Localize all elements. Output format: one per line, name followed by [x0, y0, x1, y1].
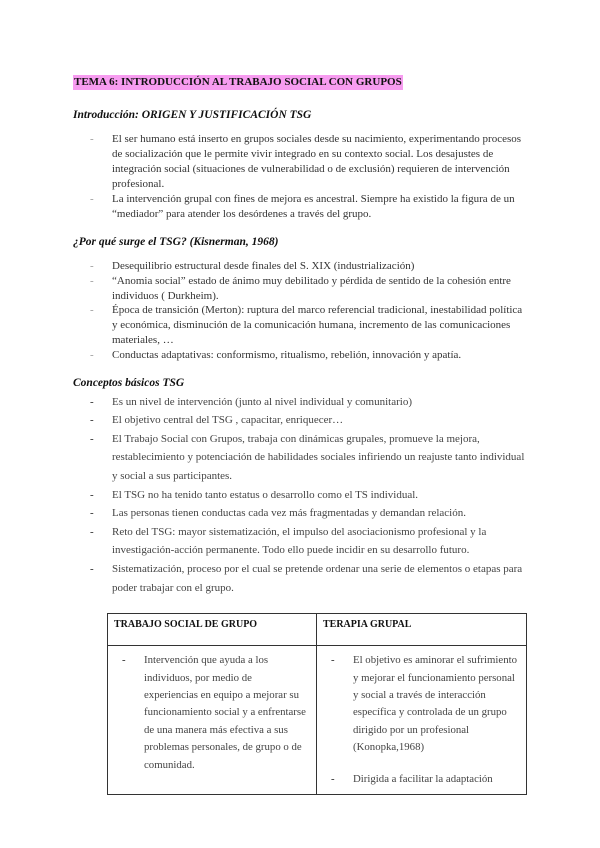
list-item — [331, 771, 518, 788]
intro-list — [90, 132, 530, 222]
list-item — [90, 393, 530, 412]
bullet-dash: - — [90, 260, 94, 272]
list-item-text: Conductas adaptativas: conformismo, ritualismo, rebelión, innovación y apatía. — [112, 348, 462, 361]
table-cell-terapia — [317, 646, 527, 795]
list-item-text: Es un nivel de intervención (junto al nivel individual y comunitario) — [112, 395, 412, 408]
bullet-dash: - — [90, 304, 94, 317]
list-item-text: El TSG no ha tenido tanto estatus o desarrollo como el TS individual. — [112, 488, 419, 501]
list-item-text: Época de transición (Merton): ruptura del marco referencial tradicional, inestabilidad política y económica, disminución de la comunicación humana, incremento de las comunicaciones materiales, … — [112, 304, 523, 346]
list-item — [90, 132, 530, 192]
bullet-dash: - — [90, 193, 94, 205]
bullet-dash: - — [90, 348, 94, 361]
list-item-text: “Anomia social” estado de ánimo muy debilitado y pérdida de sentido de la cohesión entre individuos ( Durkheim). — [112, 274, 511, 302]
bullet-dash: - — [331, 654, 335, 667]
why-list — [90, 259, 530, 363]
table-header-terapia: TERAPIA GRUPAL — [317, 614, 527, 646]
comparison-table — [107, 613, 527, 795]
section-heading-concepts: Conceptos básicos TSG — [73, 376, 185, 389]
bullet-dash: - — [331, 772, 335, 785]
bullet-dash: - — [90, 395, 94, 408]
section-heading-why: ¿Por qué surge el TSG? (Kisnerman, 1968) — [73, 236, 279, 248]
list-item — [90, 560, 530, 597]
list-item-text: El objetivo es aminorar el sufrimiento y mejorar el funcionamiento personal y social a través de interacción específica y controlada de un grupo dirigido por un profesional (Konopka,1968) — [353, 654, 518, 754]
list-item-text: Reto del TSG: mayor sistematización, el impulso del asociacionismo profesional y la investigación-acción permanente. Todo ello puede incidir en su desarrollo futuro. — [112, 525, 487, 557]
bullet-dash: - — [90, 562, 94, 575]
list-item — [90, 504, 530, 523]
bullet-dash: - — [90, 274, 94, 287]
concepts-list — [90, 393, 530, 598]
table-header-row — [108, 614, 527, 646]
list-item — [331, 652, 518, 756]
list-item-text: Dirigida a facilitar la adaptación — [353, 772, 493, 785]
list-item-text: El objetivo central del TSG , capacitar, enriquecer… — [112, 414, 344, 427]
bullet-dash: - — [90, 133, 94, 145]
list-item — [90, 303, 530, 347]
bullet-dash: - — [90, 525, 94, 538]
list-item — [90, 411, 530, 430]
list-item-text: Las personas tienen conductas cada vez más fragmentadas y demandan relación. — [112, 507, 466, 520]
bullet-dash: - — [90, 432, 94, 445]
list-item — [90, 523, 530, 560]
bullet-dash: - — [90, 507, 94, 520]
list-item-text: El Trabajo Social con Grupos, trabaja con dinámicas grupales, promueve la mejora, restablecimiento y potenciación de habilidades sociales infiriendo un reajuste tanto individual y social a sus participantes. — [112, 432, 525, 482]
table-row — [108, 646, 527, 795]
bullet-dash: - — [90, 414, 94, 427]
table-header-tsg: TRABAJO SOCIAL DE GRUPO — [108, 614, 317, 646]
document-title: TEMA 6: INTRODUCCIÓN AL TRABAJO SOCIAL CON GRUPOS — [74, 76, 402, 88]
list-item-text: El ser humano está inserto en grupos sociales desde su nacimiento, experimentando procesos de socialización que le permite vivir integrado en su contexto social. Los desajustes de integración social (situaciones de vulnerabilidad o de exclusión) requieren de intervención profesional. — [112, 133, 522, 190]
section-heading-intro: Introducción: ORIGEN Y JUSTIFICACIÓN TSG — [73, 109, 312, 121]
list-item — [90, 430, 530, 486]
list-item — [90, 192, 530, 222]
list-item-text: Intervención que ayuda a los individuos, por medio de experiencias en equipo a mejorar su funcionamiento social y a enfrentarse de una manera más efectiva a sus problemas personales, de grupo o de comunidad. — [144, 654, 306, 771]
list-item-text: La intervención grupal con fines de mejora es ancestral. Siempre ha existido la figura de un “mediador” para atender los desórdenes a través del grupo. — [112, 193, 515, 220]
list-item — [90, 274, 530, 304]
list-item — [122, 652, 308, 774]
list-item — [90, 259, 530, 274]
bullet-dash: - — [122, 654, 126, 667]
list-item — [90, 348, 530, 363]
list-item-text: Desequilibrio estructural desde finales del S. XIX (industrialización) — [112, 260, 415, 272]
table-cell-tsg — [108, 646, 317, 795]
list-item — [90, 486, 530, 505]
bullet-dash: - — [90, 488, 94, 501]
list-item-text: Sistematización, proceso por el cual se pretende ordenar una serie de elementos o etapas para poder trabajar con el grupo. — [112, 562, 523, 594]
